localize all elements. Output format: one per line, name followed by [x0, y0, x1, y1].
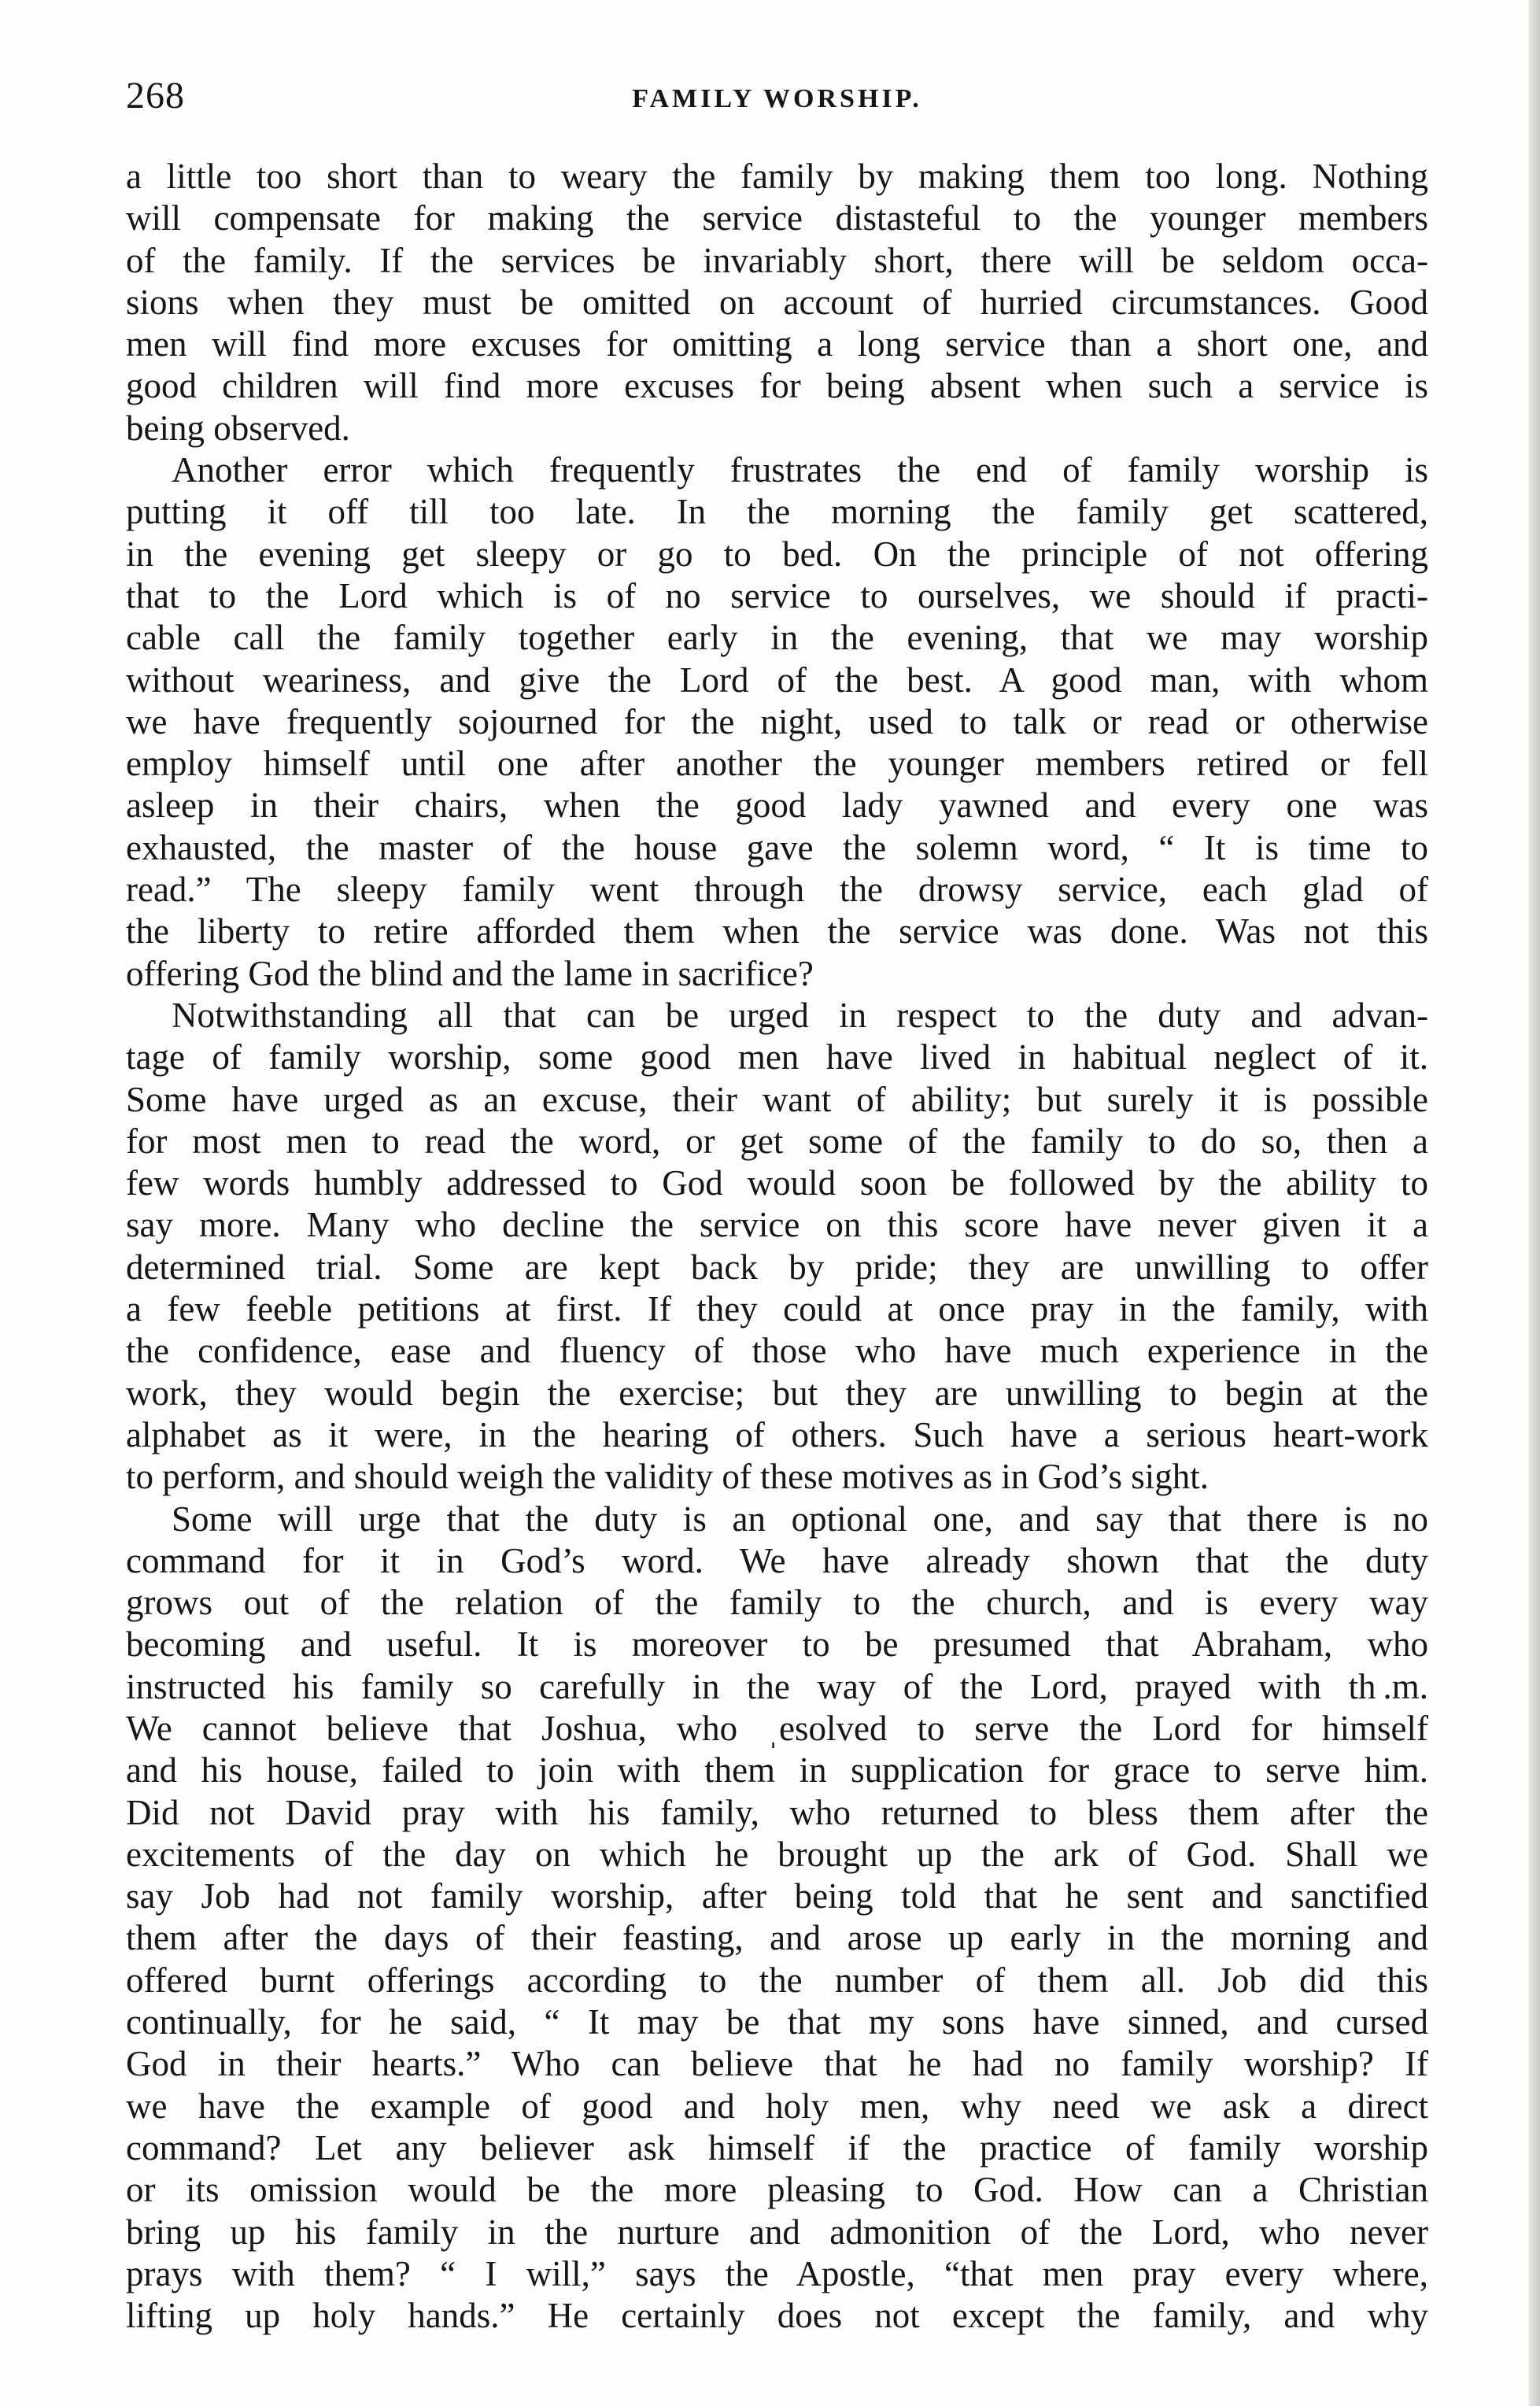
text-line: lifting up holy hands.” He certainly does not except the family, and why	[126, 2296, 1428, 2336]
text-line: good children will find more excuses for being absent when such a service is	[126, 366, 1428, 406]
text-line: determined trial. Some are kept back by pride; they are unwilling to offer	[126, 1247, 1428, 1287]
text-line: becoming and useful. It is moreover to be presumed that Abraham, who	[126, 1624, 1428, 1665]
text-line: say more. Many who decline the service on this score have never given it a	[126, 1205, 1428, 1245]
text-line: excitements of the day on which he brought up the ark of God. Shall we	[126, 1834, 1428, 1874]
text-line: prays with them? “ I will,” says the Apostle, “that men pray every where,	[126, 2253, 1428, 2293]
text-line: tage of family worship, some good men have lived in habitual neglect of it.	[126, 1037, 1428, 1077]
text-line: to perform, and should weigh the validity of these motives as in God’s sight.	[126, 1457, 1209, 1497]
page-edge-shadow	[1529, 0, 1540, 2406]
text-line: a little too short than to weary the family by making them too long. Nothing	[126, 157, 1428, 196]
text-line: grows out of the relation of the family to the church, and is every way	[126, 1583, 1428, 1623]
page-number: 268	[126, 75, 185, 116]
text-line: the confidence, ease and fluency of those who have much experience in the	[126, 1331, 1428, 1371]
running-title: FAMILY WORSHIP.	[632, 84, 922, 113]
text-line: Did not David pray with his family, who returned to bless them after the	[126, 1792, 1428, 1832]
text-line: men will find more excuses for omitting a long service than a short one, and	[126, 324, 1428, 364]
body-text	[126, 156, 1428, 2337]
text-line: employ himself until one after another the younger members retired or fell	[126, 744, 1428, 784]
text-line: few words humbly addressed to God would soon be followed by the ability to	[126, 1163, 1428, 1203]
text-line: Some will urge that the duty is an optional one, and say that there is no	[172, 1499, 1428, 1539]
text-line: or its omission would be the more pleasing to God. How can a Christian	[126, 2170, 1428, 2210]
text-line: cable call the family together early in the evening, that we may worship	[126, 618, 1428, 658]
text-line: We cannot believe that Joshua, who ˌesolved to serve the Lord for himself	[126, 1708, 1428, 1748]
text-line: the liberty to retire afforded them when the service was done. Was not this	[126, 911, 1428, 952]
text-line: instructed his family so carefully in the way of the Lord, prayed with th .m.	[126, 1666, 1428, 1706]
page-header	[126, 72, 1428, 120]
text-line: will compensate for making the service distasteful to the younger members	[126, 198, 1428, 238]
text-line: them after the days of their feasting, and arose up early in the morning and	[126, 1918, 1428, 1958]
text-line: we have the example of good and holy men, why need we ask a direct	[126, 2086, 1428, 2126]
text-line: putting it off till too late. In the morning the family get scattered,	[126, 492, 1428, 532]
text-line: bring up his family in the nurture and admonition of the Lord, who never	[126, 2212, 1428, 2252]
text-line: offered burnt offerings according to the number of them all. Job did this	[126, 1960, 1428, 2000]
text-line: sions when they must be omitted on account of hurried circumstances. Good	[126, 282, 1428, 322]
text-line: offering God the blind and the lame in sacrifice?	[126, 953, 814, 993]
text-line: work, they would begin the exercise; but they are unwilling to begin at the	[126, 1373, 1428, 1413]
text-line: of the family. If the services be invariably short, there will be seldom occa-	[126, 240, 1428, 280]
text-line: Another error which frequently frustrates the end of family worship is	[172, 450, 1428, 490]
text-line: command for it in God’s word. We have already shown that the duty	[126, 1540, 1428, 1580]
text-line: Notwithstanding all that can be urged in respect to the duty and advan-	[172, 995, 1428, 1035]
text-line: for most men to read the word, or get some of the family to do so, then a	[126, 1121, 1428, 1161]
text-line: command? Let any believer ask himself if the practice of family worship	[126, 2127, 1428, 2168]
text-line: Some have urged as an excuse, their want of ability; but surely it is possible	[126, 1079, 1428, 1119]
text-line: asleep in their chairs, when the good lady yawned and every one was	[126, 785, 1428, 826]
text-line: without weariness, and give the Lord of the best. A good man, with whom	[126, 660, 1428, 700]
text-line: and his house, failed to join with them in supplication for grace to serve him.	[126, 1750, 1428, 1791]
text-line: being observed.	[126, 408, 350, 448]
text-line: a few feeble petitions at first. If they could at once pray in the family, with	[126, 1289, 1428, 1329]
text-line: alphabet as it were, in the hearing of others. Such have a serious heart-work	[126, 1414, 1428, 1454]
text-line: exhausted, the master of the house gave the solemn word, “ It is time to	[126, 827, 1428, 867]
text-line: read.” The sleepy family went through the drowsy service, each glad of	[126, 870, 1428, 910]
text-line: continually, for he said, “ It may be that my sons have sinned, and cursed	[126, 2002, 1428, 2042]
text-line: that to the Lord which is of no service to ourselves, we should if practi-	[126, 575, 1428, 615]
text-line: we have frequently sojourned for the night, used to talk or read or otherwise	[126, 701, 1428, 741]
text-line: God in their hearts.” Who can believe that he had no family worship? If	[126, 2044, 1428, 2084]
text-line: say Job had not family worship, after being told that he sent and sanctified	[126, 1876, 1428, 1916]
text-line: in the evening get sleepy or go to bed. On the principle of not offering	[126, 534, 1428, 574]
